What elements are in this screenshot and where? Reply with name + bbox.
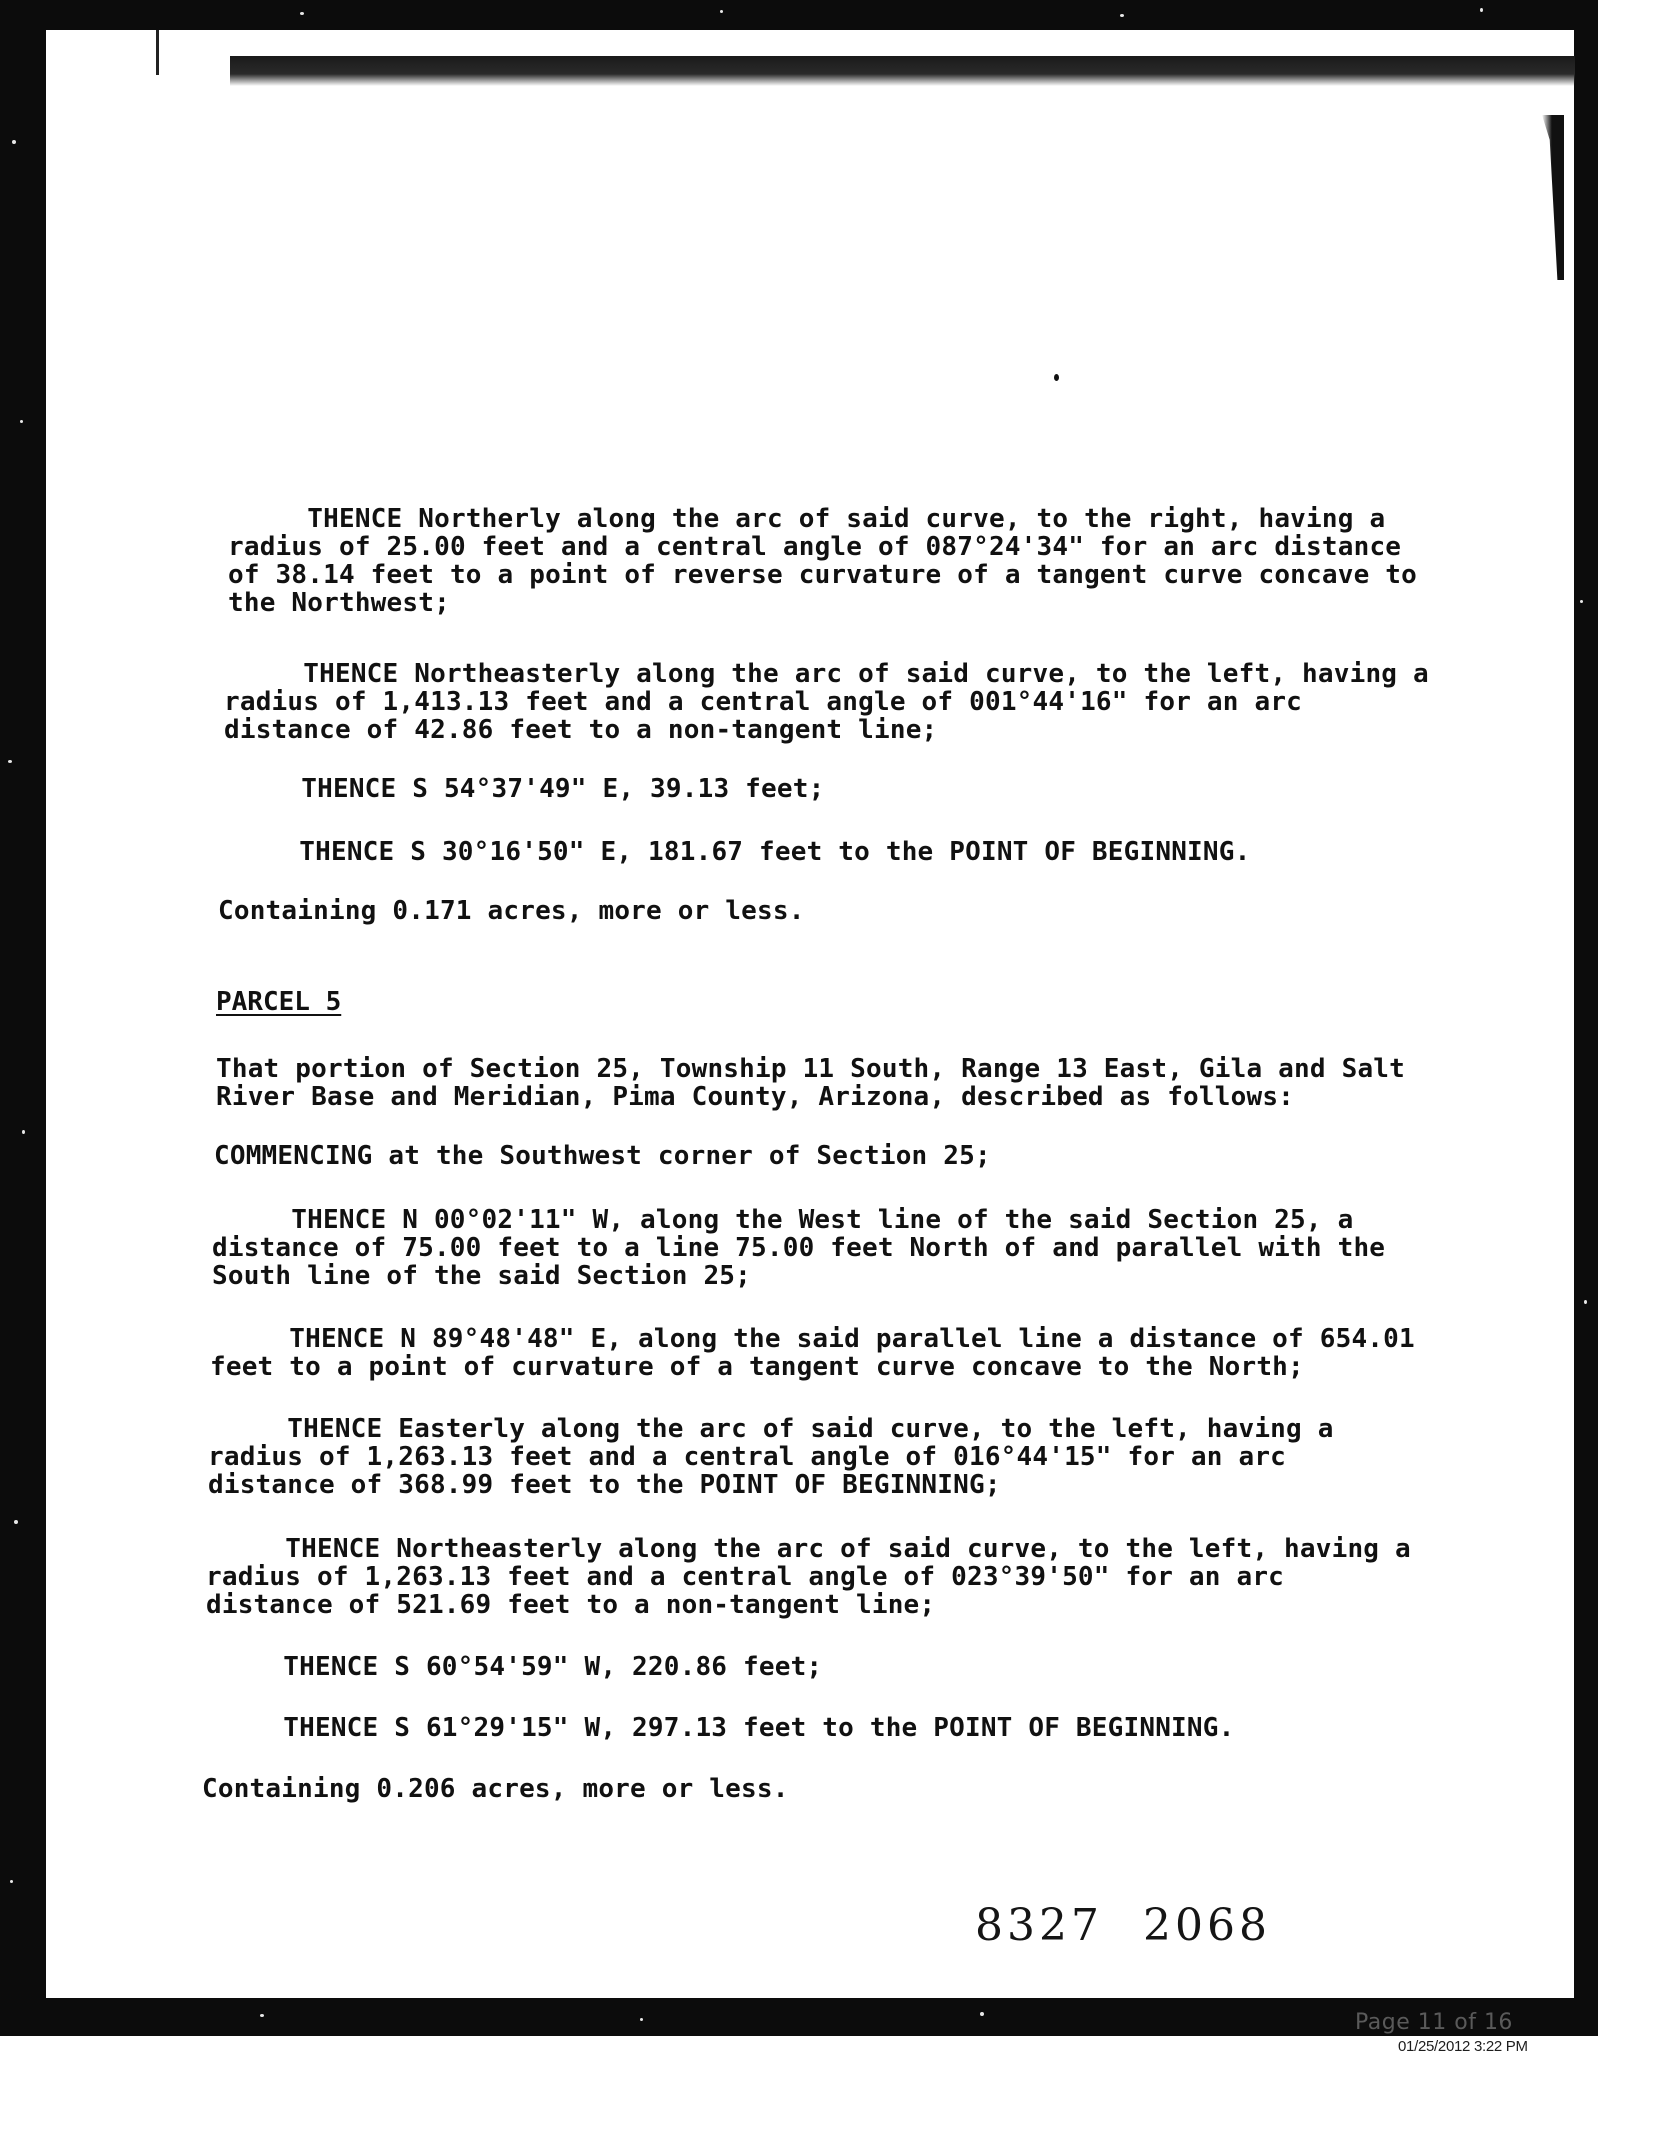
paragraph-containing: Containing 0.171 acres, more or less.: [218, 896, 805, 926]
parcel-heading: PARCEL 5: [216, 987, 342, 1017]
recording-numbers: [975, 1900, 1271, 1951]
page-number: 2068: [1142, 1900, 1271, 1951]
paragraph-thence-northeasterly-2: THENCE Northeasterly along the arc of said curve, to the left, having a radius of 1,263.13 feet and a central angle of 023°39'50" for an arc distance of 521.69 feet to a non-tangent line;: [206, 1534, 1411, 1620]
paragraph-thence-s30: THENCE S 30°16'50" E, 181.67 feet to the POINT OF BEGINNING.: [220, 837, 1251, 867]
paragraph-thence-n89: THENCE N 89°48'48" E, along the said parallel line a distance of 654.01 feet to a point of curvature of a tangent curve concave to the North;: [210, 1324, 1415, 1382]
paragraph-commencing: COMMENCING at the Southwest corner of Section 25;: [214, 1141, 991, 1171]
paragraph-containing-2: Containing 0.206 acres, more or less.: [202, 1774, 789, 1804]
page-counter: Page 11 of 16: [1355, 2010, 1513, 2035]
print-timestamp: 01/25/2012 3:22 PM: [1398, 2038, 1528, 2055]
paragraph-thence-s54: THENCE S 54°37'49" E, 39.13 feet;: [222, 774, 825, 804]
paragraph-thence-northerly: THENCE Northerly along the arc of said curve, to the right, having a radius of 25.00 feet and a central angle of 087°24'34" for an arc distance of 38.14 feet to a point of reverse curvature of a tangent curve concave to the Northwest;: [228, 504, 1417, 618]
paragraph-thence-easterly: THENCE Easterly along the arc of said curve, to the left, having a radius of 1,263.13 feet and a central angle of 016°44'15" for an arc distance of 368.99 feet to the POINT OF BEGINNING;: [208, 1414, 1334, 1500]
book-number: 8327: [975, 1900, 1103, 1951]
paragraph-thence-n00: THENCE N 00°02'11" W, along the West line of the said Section 25, a distance of 75.00 feet to a line 75.00 feet North of and parallel with the South line of the said Section 25;: [212, 1205, 1386, 1291]
paragraph-that-portion: That portion of Section 25, Township 11 South, Range 13 East, Gila and Salt River Base and Meridian, Pima County, Arizona, described as follows:: [216, 1054, 1405, 1112]
paragraph-thence-s60: THENCE S 60°54'59" W, 220.86 feet;: [204, 1652, 823, 1682]
paragraph-thence-s61: THENCE S 61°29'15" W, 297.13 feet to the POINT OF BEGINNING.: [204, 1713, 1235, 1743]
paragraph-thence-northeasterly: THENCE Northeasterly along the arc of said curve, to the left, having a radius of 1,413.13 feet and a central angle of 001°44'16" for an arc distance of 42.86 feet to a non-tangent line;: [224, 659, 1429, 745]
